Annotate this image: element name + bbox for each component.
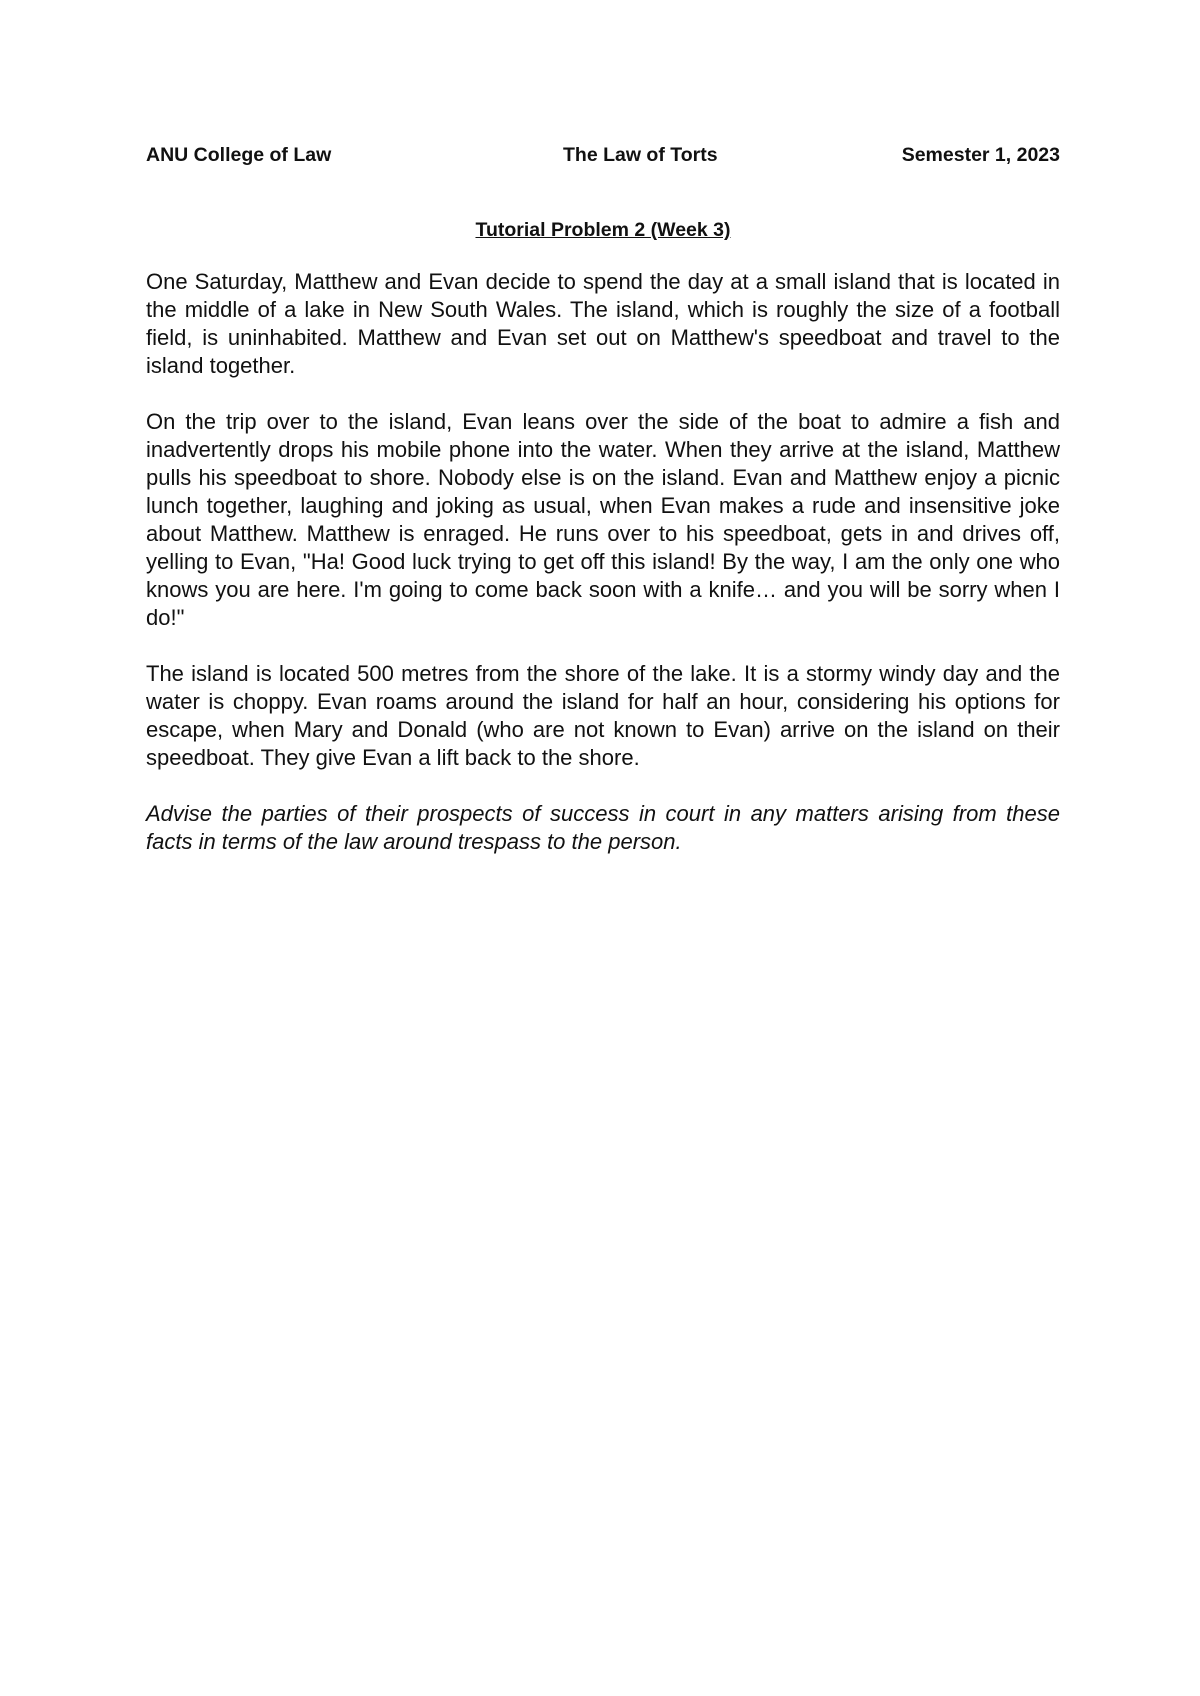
paragraph-2: On the trip over to the island, Evan leans over the side of the boat to admire a fish and inadvertently drops his mobile phone into the water. When they arrive at the island, Matthew pulls his speedboat to shore. Nobody else is on the island. Evan and Matthew enjoy a picnic lunch together, laughing and joking as usual, when Evan makes a rude and insensitive joke about Matthew. Matthew is enraged. He runs over to his speedboat, gets in and drives off, yelling to Evan, "Ha! Good luck trying to get off this island! By the way, I am the only one who knows you are here. I'm going to come back soon with a knife… and you will be sorry when I do!" [146,409,1060,630]
instruction-paragraph: Advise the parties of their prospects of success in court in any matters arising from these facts in terms of the law around trespass to the person. [146,801,1060,854]
course-name: The Law of Torts [563,144,718,166]
document-header [146,144,1060,170]
semester-label: Semester 1, 2023 [901,144,1060,166]
paragraph-3: The island is located 500 metres from the shore of the lake. It is a stormy windy day and the water is choppy. Evan roams around the island for half an hour, considering his options for escape, when Mary and Donald (who are not known to Evan) arrive on the island on their speedboat. They give Evan a lift back to the shore. [146,661,1060,770]
document-title: Tutorial Problem 2 (Week 3) [475,219,731,241]
institution-name: ANU College of Law [146,144,332,166]
paragraph-1: One Saturday, Matthew and Evan decide to spend the day at a small island that is located in the middle of a lake in New South Wales. The island, which is roughly the size of a football field, is uninhabited. Matthew and Evan set out on Matthew's speedboat and travel to the island together. [146,269,1060,378]
